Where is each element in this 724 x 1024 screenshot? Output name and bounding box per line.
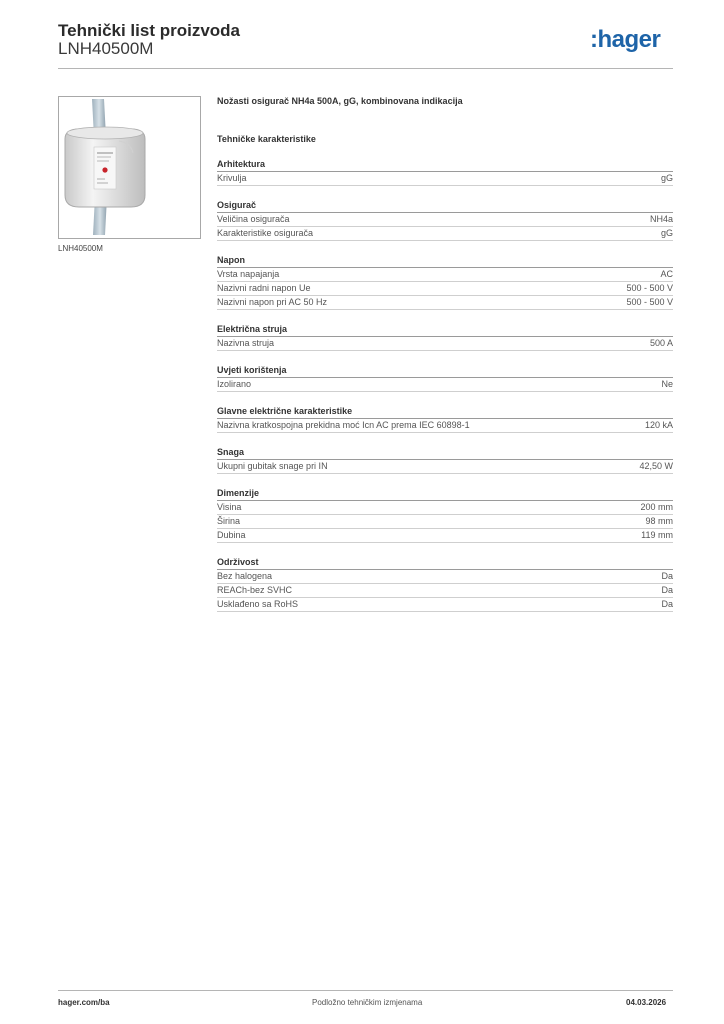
product-description: Nožasti osigurač NH4a 500A, gG, kombinovana indikacija [217, 96, 463, 106]
spec-group-title: Održivost [217, 556, 673, 570]
spec-group-title: Uvjeti korištenja [217, 364, 673, 378]
spec-group-title: Napon [217, 254, 673, 268]
footer-notice: Podložno tehničkim izmjenama [312, 998, 423, 1007]
spec-value: Ne [661, 379, 673, 389]
spec-group-title: Arhitektura [217, 158, 673, 172]
spec-label: Izolirano [217, 379, 252, 389]
spec-group-osigurac [217, 199, 673, 241]
spec-label: Veličina osigurača [217, 214, 290, 224]
spec-group-title: Dimenzije [217, 487, 673, 501]
product-image [58, 96, 201, 239]
spec-label: Nazivni napon pri AC 50 Hz [217, 297, 328, 307]
spec-group-title: Osigurač [217, 199, 673, 213]
spec-row [217, 282, 673, 296]
spec-value: 500 A [649, 338, 673, 348]
spec-group-odrzivost [217, 556, 673, 612]
footer-date: 04.03.2026 [626, 998, 667, 1007]
spec-label: Nazivna struja [217, 338, 275, 348]
spec-group-elektricna-struja [217, 323, 673, 351]
spec-value: 500 - 500 V [626, 297, 673, 307]
spec-value: 120 kA [644, 420, 673, 430]
spec-row [217, 460, 673, 474]
spec-label: Vrsta napajanja [217, 269, 280, 279]
spec-group-arhitektura [217, 158, 673, 186]
product-code: LNH40500M [58, 39, 154, 58]
spec-group-snaga [217, 446, 673, 474]
section-heading: Tehničke karakteristike [217, 134, 316, 144]
spec-label: Usklađeno sa RoHS [217, 599, 299, 609]
spec-group-title: Električna struja [217, 323, 673, 337]
spec-group-title: Snaga [217, 446, 673, 460]
spec-row [217, 515, 673, 529]
spec-value: 500 - 500 V [626, 283, 673, 293]
spec-label: Krivulja [217, 173, 247, 183]
spec-label: Dubina [217, 530, 246, 540]
spec-row [217, 268, 673, 282]
page-title: Tehnički list proizvoda [58, 21, 240, 40]
spec-row [217, 598, 673, 612]
spec-label: Širina [217, 516, 241, 526]
fuse-icon [59, 97, 200, 238]
spec-row [217, 172, 673, 186]
footer-divider [58, 990, 673, 991]
spec-content [217, 96, 673, 625]
spec-value: gG [660, 228, 673, 238]
spec-value: Da [661, 585, 673, 595]
spec-row [217, 296, 673, 310]
spec-row [217, 529, 673, 543]
spec-label: Karakteristike osigurača [217, 228, 314, 238]
spec-row [217, 213, 673, 227]
spec-value: 42,50 W [639, 461, 673, 471]
footer-website: hager.com/ba [58, 998, 110, 1007]
spec-group-title: Glavne električne karakteristike [217, 405, 673, 419]
spec-row [217, 419, 673, 433]
spec-label: Nazivna kratkospojna prekidna moć Icn AC prema IEC 60898-1 [217, 420, 470, 430]
spec-value: Da [661, 599, 673, 609]
brand-logo: :hager [590, 26, 661, 53]
spec-value: 98 mm [645, 516, 673, 526]
spec-row [217, 584, 673, 598]
spec-group-glavne-elektricne [217, 405, 673, 433]
header-divider [58, 68, 673, 69]
product-image-caption: LNH40500M [58, 244, 103, 253]
spec-row [217, 570, 673, 584]
spec-row [217, 378, 673, 392]
spec-group-napon [217, 254, 673, 310]
spec-value: AC [660, 269, 673, 279]
spec-group-uvjeti-koristenja [217, 364, 673, 392]
spec-label: Nazivni radni napon Ue [217, 283, 311, 293]
spec-value: gG [660, 173, 673, 183]
spec-label: Visina [217, 502, 242, 512]
spec-value: NH4a [649, 214, 673, 224]
spec-row [217, 501, 673, 515]
spec-row [217, 227, 673, 241]
spec-value: 200 mm [640, 502, 673, 512]
spec-group-dimenzije [217, 487, 673, 543]
spec-value: Da [661, 571, 673, 581]
spec-label: Ukupni gubitak snage pri IN [217, 461, 328, 471]
spec-label: Bez halogena [217, 571, 273, 581]
spec-label: REACh-bez SVHC [217, 585, 293, 595]
spec-row [217, 337, 673, 351]
spec-value: 119 mm [641, 530, 673, 540]
